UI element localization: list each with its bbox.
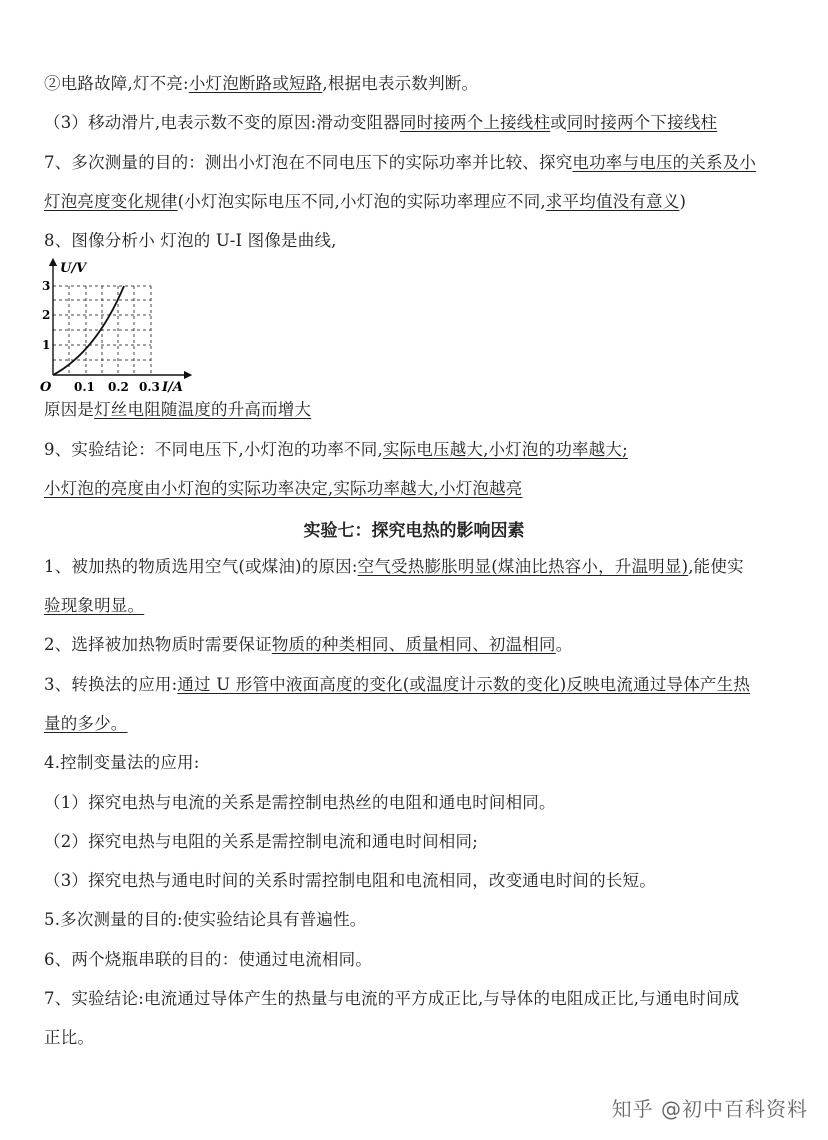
text-span: 正比。	[44, 1028, 95, 1047]
u-i-graph-svg	[36, 256, 196, 396]
underlined-answer: 电功率与电压的关系及小	[572, 153, 757, 172]
text-span: ,根据电表示数判断。	[322, 74, 479, 93]
text-span: 或	[550, 113, 567, 132]
text-line-e3	[44, 674, 800, 696]
text-line-item-9	[44, 439, 800, 461]
text-span: 原因是	[44, 400, 95, 419]
text-line-reason	[44, 399, 800, 421]
underlined-answer: 物质的种类相同、质量相同、初温相同	[271, 635, 556, 654]
text-line-slider	[44, 112, 800, 134]
text-span: 6、两个烧瓶串联的目的：使通过电流相同。	[44, 950, 372, 969]
text-span: （2）探究电热与电阻的关系是需控制电流和通电时间相同;	[44, 832, 478, 851]
text-span: ,能使实	[688, 557, 744, 576]
underlined-answer: 灯丝电阻随温度的升高而增大	[94, 400, 312, 419]
text-span: （3）探究电热与通电时间的关系时需控制电阻和电流相同，改变通电时间的长短。	[44, 871, 656, 890]
underlined-answer: 灯泡亮度变化规律	[44, 192, 178, 211]
text-span: (小灯泡实际电压不同,小灯泡的实际功率理应不同,	[177, 192, 546, 211]
text-line-e1-cont	[44, 595, 800, 617]
text-span: 1、被加热的物质选用空气(或煤油)的原因:	[44, 557, 358, 576]
text-line-e1	[44, 556, 800, 578]
text-span: 8、图像分析小 灯泡的 U-I 图像是曲线,	[44, 231, 337, 250]
text-span: 9、实验结论：不同电压下,小灯泡的功率不同,	[44, 440, 383, 459]
text-line-e4-1	[44, 792, 800, 814]
underlined-answer: 求平均值没有意义	[545, 192, 680, 211]
text-span: 5.多次测量的目的:使实验结论具有普遍性。	[44, 910, 367, 929]
text-line-e5	[44, 909, 800, 931]
text-line-item-9-cont	[44, 478, 800, 500]
x-tick-label: 0.1	[74, 380, 95, 394]
text-span: 3、转换法的应用:	[44, 675, 178, 694]
underlined-answer: 量的多少。	[44, 714, 128, 733]
text-span: 。	[555, 635, 573, 654]
text-line-e4-3	[44, 870, 800, 892]
underlined-answer: 验现象明显。	[44, 596, 145, 615]
text-line-item-8	[44, 230, 800, 252]
text-line-e7	[44, 988, 800, 1010]
text-line-e4	[44, 752, 800, 774]
text-span: )	[679, 192, 687, 211]
text-span: （3）移动滑片,电表示数不变的原因:滑动变阻器	[44, 113, 400, 132]
text-line-circuit-fault	[44, 73, 800, 95]
underlined-answer: 小灯泡的亮度由小灯泡的实际功率决定,实际功率越大,小灯泡越亮	[44, 479, 523, 498]
underlined-answer: 同时接两个上接线柱	[399, 113, 551, 132]
underlined-answer: 空气受热膨胀明显(煤油比热容小，升温明显)	[357, 557, 689, 576]
text-line-e6	[44, 949, 800, 971]
text-line-e3-cont	[44, 713, 800, 735]
grid	[53, 286, 151, 375]
y-tick-label: 1	[42, 338, 51, 352]
text-line-item-7	[44, 152, 800, 174]
x-tick-label: 0.2	[108, 380, 129, 394]
x-axis-label: I/A	[162, 380, 183, 395]
text-line-e7-cont	[44, 1027, 800, 1049]
y-tick-label: 3	[42, 279, 51, 293]
text-span: ②电路故障,灯不亮:	[44, 74, 189, 93]
text-span: （1）探究电热与电流的关系是需控制电热丝的电阻和通电时间相同。	[44, 793, 556, 812]
underlined-answer: 实际电压越大,小灯泡的功率越大;	[382, 440, 628, 459]
text-span: 2、选择被加热物质时需要保证	[44, 635, 272, 654]
text-line-e2	[44, 634, 800, 656]
text-span: 4.控制变量法的应用:	[44, 753, 200, 772]
u-i-graph	[36, 256, 196, 396]
y-axis-label: U/V	[60, 261, 87, 276]
text-span: 7、实验结论:电流通过导体产生的热量与电流的平方成正比,与导体的电阻成正比,与通电时间成	[44, 989, 740, 1008]
text-line-item-7-cont	[44, 191, 800, 213]
section-heading: 实验七：探究电热的影响因素	[303, 521, 525, 541]
underlined-answer: 小灯泡断路或短路	[188, 74, 323, 93]
watermark: 知乎 @初中百科资料	[611, 1097, 808, 1121]
text-line-e4-2	[44, 831, 800, 853]
underlined-answer: 通过 U 形管中液面高度的变化(或温度计示数的变化)反映电流通过导体产生热	[177, 675, 751, 694]
x-tick-label: 0.3	[139, 380, 160, 394]
text-span: 7、多次测量的目的：测出小灯泡在不同电压下的实际功率并比较、探究	[44, 153, 573, 172]
underlined-answer: 同时接两个下接线柱	[566, 113, 718, 132]
origin-label: O	[40, 380, 52, 395]
y-tick-label: 2	[42, 308, 51, 322]
